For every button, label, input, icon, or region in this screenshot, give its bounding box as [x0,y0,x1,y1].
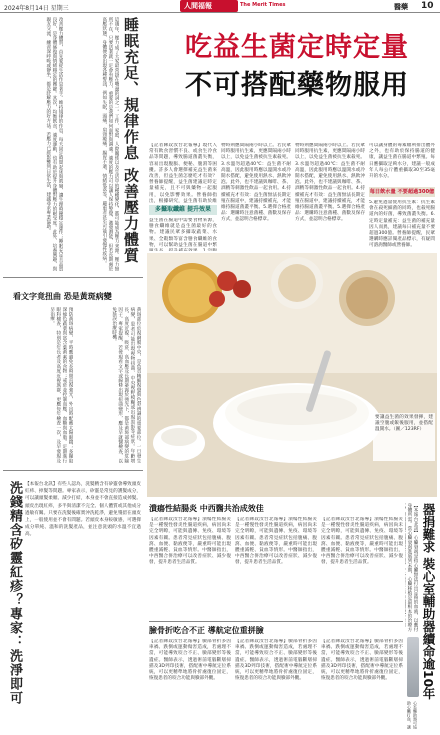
feature-body-col3: 物時則應間隔兩小時以上。若民眾同時服用抗生素，更應間隔兩小時以上，以免益生菌被抗生素殺死。3.水溫勿超過40℃：益生菌不耐高溫，因此服用時應以溫開水或冷開水搭配，避免使用熱水、熱飲沖泡。此外，也不建議與咖啡、茶、酒精等刺激性飲品一起食用。4.持續補充才有效：益生菌無法長期定殖在腸道中，建議持續補充，才能維持腸道菌叢平衡。5.選擇合格產品：選購時注意菌種、菌數及保存方式，並認明合格標章。 [295,143,365,223]
newspaper-logo-english: The Merit Times [240,2,286,8]
story-body-colitis-1: 【記者陳玟汝台北報導】潰瘍性結腸炎是一種慢性發炎性腸道疾病，病因尚未完全明瞭，可能與遺傳、免疫、環境等因素有關。患者常見症狀包括腹痛、腹瀉、血便、黏液便等，嚴重時可能出現體重減輕、貧血等情形。中醫師指出，中西醫合併治療可以改善症狀、減少復發，提升患者生活品質。 [149,517,231,566]
story-headline-vad: 器捐難求 裝心室輔助器續命逾10年 [421,503,436,700]
main-feature [147,15,437,732]
article-headline-shampoo: 洗錢精含矽靈紅疹？專家：洗淨即可 [7,481,22,705]
newspaper-logo: 人間福報 [180,0,238,12]
article-headline-macular: 看文字竟扭曲 恐是黃斑病變 [13,292,112,301]
header-rule [0,12,440,13]
story-body-fracture-2: 【記者陳玟汝台北報導】臉部骨折多因車禍、跌倒或運動傷害造成，若處理不當，可能導致咬合不正、臉部變形等後遺症。醫師表示，透過術前電腦斷層掃描及3D列印技術，搭配術中導航定位系統，可以更精準地將骨折處復位固定，恢復患者的咬合功能與臉部外觀。 [235,639,317,682]
feature-headline-line2: 不可搭配藥物服用 [185,70,409,101]
article-body-stress-1: 這幾年，壓力成了大家最常掛在嘴邊的詞之一。工作、家庭、人際關係以及生活中的種種變化，都可能成為壓力來源。壓力無所不在，只要活著就一定會有壓力，重要的是我們如何面對與調適。適度的壓力可以讓人保持警覺、激發潛能，但若長期處於高壓狀態，身體便會出現各種警訊，例如失眠、頭痛、肩頸痠痛、腸胃不適、情緒低落等，嚴重者甚至可能引發慢性疾病。 [101,17,119,271]
story-body-colitis-2: 【記者陳玟汝台北報導】潰瘍性結腸炎是一種慢性發炎性腸道疾病，病因尚未完全明瞭，可能與遺傳、免疫、環境等因素有關。患者常見症狀包括腹痛、腹瀉、血便、黏液便等，嚴重時可能出現體重減輕、貧血等情形。中醫師指出，中西醫合併治療可以改善症狀、減少復發，提升患者生活品質。 [235,517,317,566]
story-divider [149,621,403,622]
story-body-fracture-3: 【記者陳玟汝台北報導】臉部骨折多因車禍、跌倒或運動傷害造成，若處理不當，可能導致咬合不正、臉部變形等後遺症。醫師表示，透過術前電腦斷層掃描及3D列印技術，搭配術中導航定位系統，可以更精準地將骨折處復位固定，恢復患者的咬合功能與臉部外觀。 [321,639,403,682]
feature-body-col4: 可以讓身體的毒素順利排出體外之外，也有助於保持腸道的健康，讓益生菌在腸道中繁殖。每日應攝取足夠水分，建議一般成年人每公斤體重攝取30至35毫升的水分。 [369,143,435,180]
photo-caption: 要讓益生菌的效果發揮，建議空腹或飯後服用，並搭配溫開水。（圖／123RF） [373,413,435,461]
feature-body-col2: 物時則應間隔兩小時以上。若民眾同時服用抗生素，更應間隔兩小時以上，以免益生菌被抗生素殺死。3.水溫勿超過40℃：益生菌不耐高溫，因此服用時應以溫開水或冷開水搭配，避免使用熱水、熱飲沖泡。此外，也不建議與咖啡、茶、酒精等刺激性飲品一起食用。4.持續補充才有效：益生菌無法長期定殖在腸道中，建議持續補充，才能維持腸道菌叢平衡。5.選擇合格產品：選購時注意菌種、菌數及保存方式，並認明合格標章。 [221,143,291,223]
story-body-colitis-3: 【記者陳玟汝台北報導】潰瘍性結腸炎是一種慢性發炎性腸道疾病，病因尚未完全明瞭，可能與遺傳、免疫、環境等因素有關。患者常見症狀包括腹痛、腹瀉、血便、黏液便等，嚴重時可能出現體重減輕、貧血等情形。中醫師指出，中西醫合併治療可以改善症狀、減少復發，提升患者生活品質。 [321,517,403,566]
feature-subhead-fiber: 多攝取纖維 提升效果 [149,205,217,215]
column-divider [3,277,143,278]
feature-intro: 【記者陳玟汝台北報導】現代人常有飲食習慣不良、或食生冷食品等問題，導致腸道菌叢失衡，容易出現腹脹、便秘、腹瀉等困擾。許多人會選擇補充益生菌來改善，但益生菌怎麼吃才有效？營養師提醒，益生菌建議定時定量補充，且不可與藥物一起服用，以免影響效果。營養師指出，根據研究，益生菌有助於維 [149,143,217,203]
article-body-stress-2: 改善壓力體質，首先要從生活作息著手。維持規律的作息，每天固定時間起床與就寢，讓生理時鐘穩定運作；睡眠充足且品質良好，是身體修復與情緒穩定的關鍵。其次，均衡飲食、適度運動，也有助於提升身體對壓力的耐受度。此外，培養興趣、與親友交流、練習深呼吸或靜坐，都是紓解壓力的好方法。若壓力已經影響到日常生活，建議尋求專業協助。 [45,17,63,271]
story-body-fracture-1: 【記者陳玟汝台北報導】臉部骨折多因車禍、跌倒或運動傷害造成，若處理不當，可能導致咬合不正、臉部變形等後遺症。醫師表示，透過術前電腦斷層掃描及3D列印技術，搭配術中導航定位系統，可以更精準地將骨折處復位固定，恢復患者的咬合功能與臉部外觀。 [149,639,231,682]
vad-photo [407,637,419,697]
left-column [3,15,143,731]
feature-subhead-water: 每日飲水量 不要超過300億 [369,189,435,195]
story-headline-colitis: 潰瘍性結腸炎 中西醫共治成效佳 [149,504,264,513]
story-headline-facial-fracture: 臉骨折吃合不正 導航定位重拼臉 [149,626,264,635]
article-body-shampoo: 【本報台北訊】有些人認為，洗髮精含有矽靈會導致頭皮紅疹、掉髮等問題。專家表示，矽靈是常見的護髮成分，可以讓頭髮柔順、減少打結，本身並不會直接造成掉髮。頭皮出現紅疹，多半與清潔不完全、個人體質或其他成分過敏有關。只要在洗髮後確實沖洗乾淨，避免殘留在頭皮上，一般使用並不會有問題。若頭皮本身較敏感，可選擇成分單純、溫和的洗髮產品，並注意洗頭的水溫不宜過高。 [25,482,141,538]
section-name: 醫藥 [394,3,408,11]
issue-date: 2024年8月14日 星期三 [4,5,69,12]
feature-body-col5: 5.避免過量使用抗生素：抗生素會在殺死細菌的同時，也殺死腸道內的好菌，導致菌叢失衡。6.定時定量補充：益生菌的補充量因人而異，建議每日補充量不要超過300億。營養師提醒，民眾選購時應詳閱產品標示，有疑問可諮詢醫師或營養師。 [369,200,435,249]
feature-headline-line1: 吃益生菌定時定量 [185,32,409,63]
feature-body-col1: 益生菌在腸道中需要食物來源，膳食纖維就是益生菌最好的食物。建議民眾多攝取蔬菜、水果、全穀類等富含膳食纖維的食物，可以幫助益生菌在腸道中繁 [149,218,217,248]
article-body-macular-2: 預防黃斑病變，平時應避免長時間直視強光，外出時配戴太陽眼鏡；多攝取深綠色蔬菜與富含葉黃素的食物；戒菸並控制血壓、血糖與血脂。定期進行眼科檢查，特別是年長者及高度近視族群，更應每年檢查一次，及早發現及早治療。 [49,307,73,463]
vad-photo-caption: 心室輔助器可協助心臟打血，讓 [406,701,418,729]
story-body-vad: 【本報台北訊】心臟衰竭是指心臟無法打出足夠的血液，以應付身體所需。當心臟衰竭進展到末期，心臟移植是最根本的治療方 [406,503,418,632]
article-body-macular-1: 黃斑部位於視網膜中央，是負責精細視覺與色彩辨識的重要部位。一旦發生病變，患者可能出現視物扭曲、中央視野模糊或出現黑影等症狀。年齡增長、高度近視、吸菸、高血壓及長期暴露於強光下，都是黃斑部病變的危險因子。專家提醒，若發現看文字或線條出現扭曲變形，應及早就醫檢查，以免延誤治療時機。 [111,307,141,463]
column-divider [3,470,143,471]
page-number: 10 [421,1,434,11]
article-headline-stress: 睡眠充足、規律作息 改善壓力體質 [122,17,140,264]
